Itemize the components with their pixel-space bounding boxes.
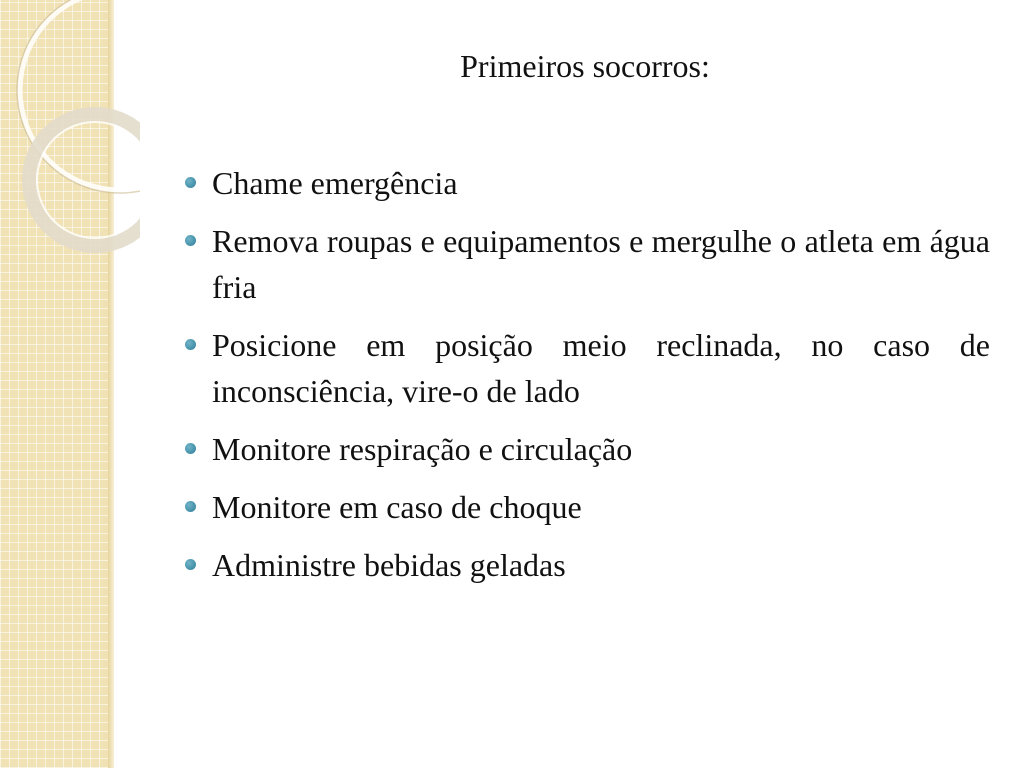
- bullet-item: [212, 426, 990, 472]
- bullet-item: [212, 160, 990, 206]
- bullet-list: [212, 160, 990, 600]
- bullet-dot-icon: [185, 235, 196, 246]
- decorative-rings-icon: [0, 0, 140, 260]
- bullet-dot-icon: [185, 559, 196, 570]
- bullet-text: Administre bebidas geladas: [212, 547, 566, 583]
- bullet-dot-icon: [185, 177, 196, 188]
- bullet-item: [212, 218, 990, 310]
- bullet-text: Monitore em caso de choque: [212, 489, 582, 525]
- slide-title: Primeiros socorros:: [460, 48, 710, 84]
- bullet-text: Chame emergência: [212, 165, 458, 201]
- bullet-item: [212, 542, 990, 588]
- bullet-dot-icon: [185, 339, 196, 350]
- bullet-dot-icon: [185, 443, 196, 454]
- bullet-item: [212, 484, 990, 530]
- bullet-item: [212, 322, 990, 414]
- lower-ring: [29, 114, 140, 246]
- bullet-text: Remova roupas e equipamentos e mergulhe o atleta em água fria: [212, 223, 990, 305]
- bullet-text: Posicione em posição meio reclinada, no caso de inconsciência, vire-o de lado: [212, 327, 990, 409]
- bullet-dot-icon: [185, 501, 196, 512]
- lower-ring-inner: [37, 122, 140, 238]
- bullet-text: Monitore respiração e circulação: [212, 431, 633, 467]
